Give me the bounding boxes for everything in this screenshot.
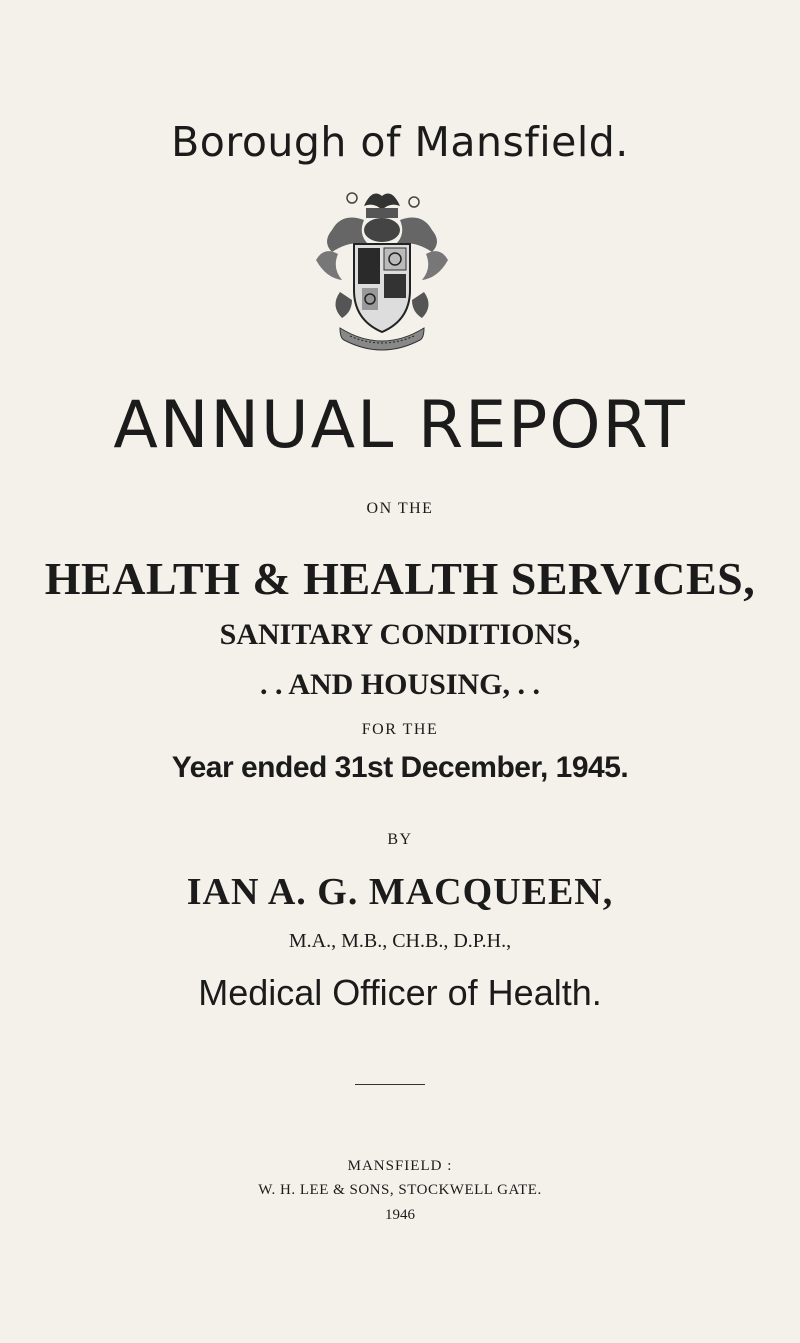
coat-of-arms-icon xyxy=(302,182,462,357)
report-title: ANNUAL REPORT xyxy=(113,388,687,463)
imprint-printer: W. H. LEE & SONS, STOCKWELL GATE. xyxy=(258,1182,542,1198)
subject-line-3: . . AND HOUSING, . . xyxy=(259,668,541,701)
by-label: BY xyxy=(387,831,413,848)
on-the-label: ON THE xyxy=(366,500,434,517)
imprint-place: MANSFIELD : xyxy=(347,1158,453,1174)
imprint-year: 1946 xyxy=(385,1207,415,1223)
author-role: Medical Officer of Health. xyxy=(198,972,602,1013)
divider xyxy=(355,1084,425,1085)
report-period: Year ended 31st December, 1945. xyxy=(171,751,629,784)
borough-heading: Borough of Mansfield. xyxy=(171,118,629,166)
author-name: IAN A. G. MACQUEEN, xyxy=(186,871,614,913)
for-the-label: FOR THE xyxy=(361,721,439,738)
author-degrees: M.A., M.B., CH.B., D.P.H., xyxy=(288,930,512,952)
subject-line-1: HEALTH & HEALTH SERVICES, xyxy=(44,553,756,604)
subject-line-2: SANITARY CONDITIONS, xyxy=(219,618,581,651)
